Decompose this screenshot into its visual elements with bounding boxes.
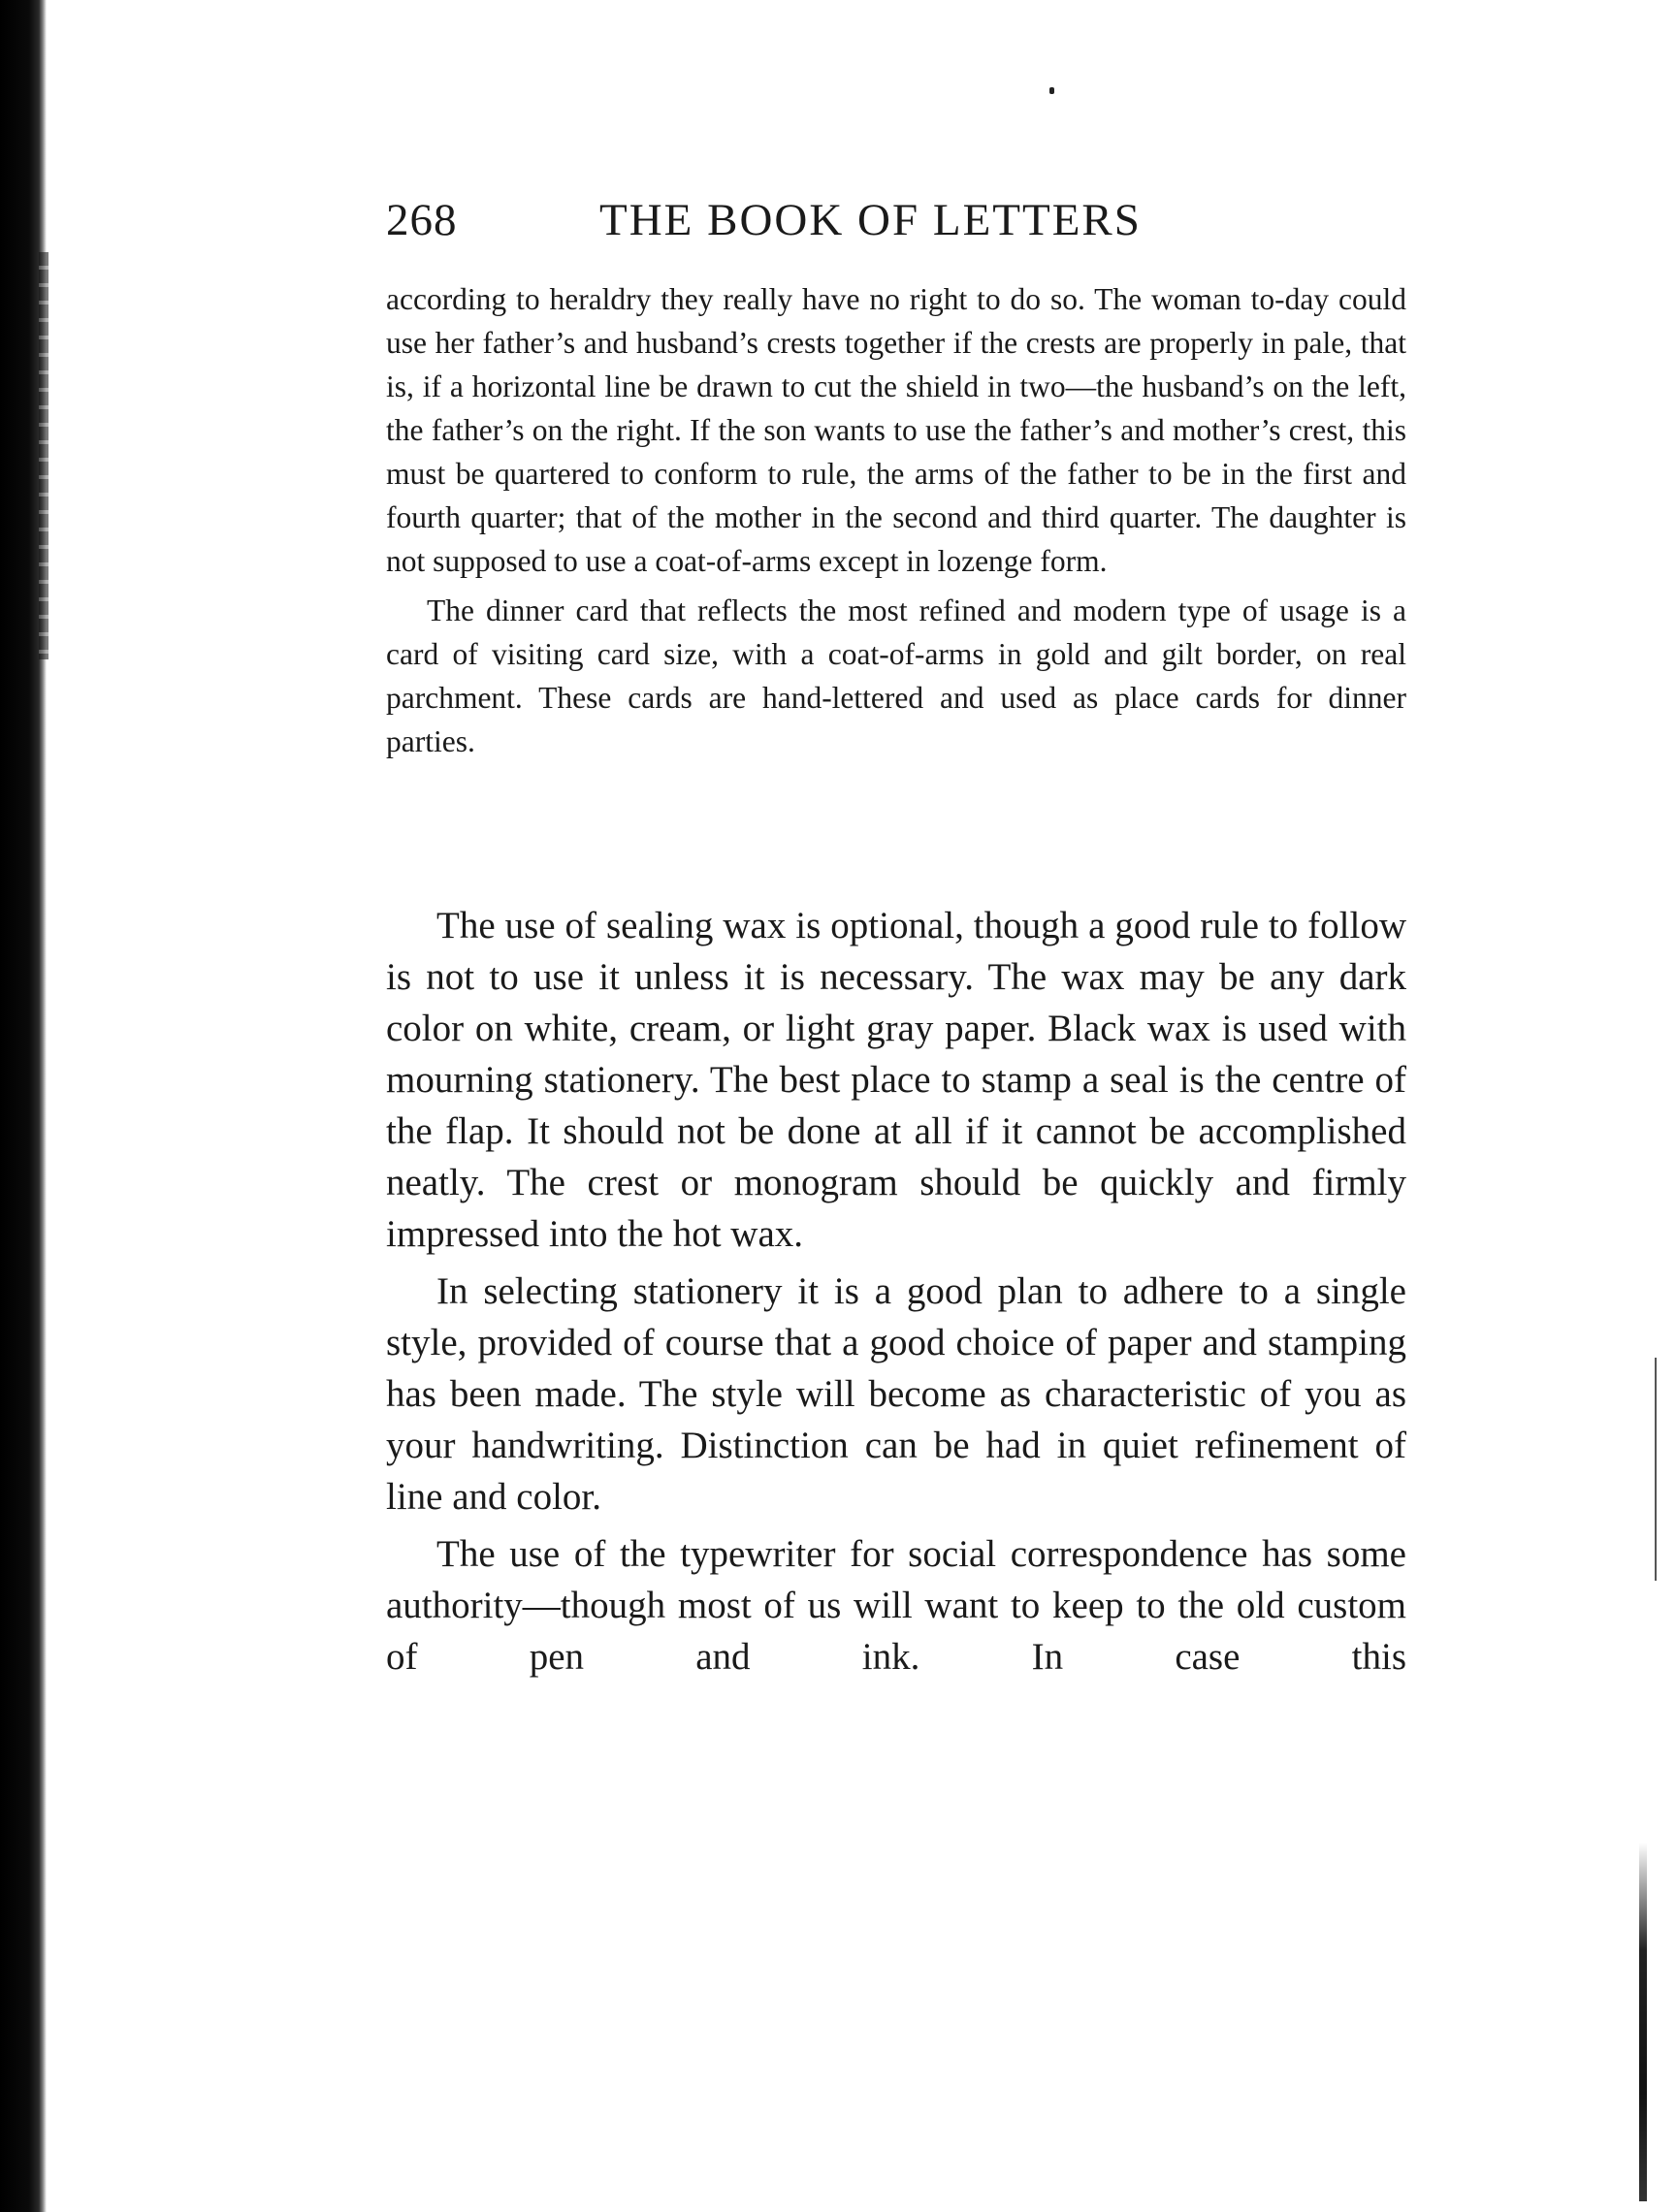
paragraph: The dinner card that reflects the most refined and modern type of usage is a card of visiting card size, with a coat-of-arms in gold and gilt border, on real parchment. These cards are hand-lettered and used as place cards for dinner parties.: [386, 593, 1406, 758]
scan-edge-line: [1655, 1358, 1657, 1581]
scan-binding-shadow: [0, 0, 47, 2212]
scan-speck: [1049, 87, 1054, 94]
paragraph: The use of the typewriter for social correspondence has some authority—though most of us will want to keep to the old custom of pen and ink. In case this: [386, 1533, 1406, 1678]
paragraph: In selecting stationery it is a good plan to adhere to a single style, provided of course that a good choice of paper and stamping has been made. The style will become as characteristic of you as your handwriting. Distinction can be had in quiet refinement of line and color.: [386, 1270, 1406, 1518]
book-title: THE BOOK OF LETTERS: [599, 195, 1142, 245]
running-head: [386, 194, 1414, 256]
scan-edge-artifact: [1639, 1843, 1647, 2201]
paragraph: according to heraldry they really have no right to do so. The woman to-day could use her father’s and husband’s crests together if the crests are properly in pale, that is, if a horizontal line be drawn to cut the shield in two—the husband’s on the left, the father’s on the right. If the son wants to use the father’s and mother’s crest, this must be quartered to conform to rule, the arms of the father to be in the first and fourth quarter; that of the mother in the second and third quarter. The daughter is not supposed to use a coat-of-arms except in lozenge form.: [386, 282, 1406, 578]
small-print-section: [386, 277, 1406, 763]
paragraph: The use of sealing wax is optional, though a good rule to follow is not to use it unless it is necessary. The wax may be any dark color on white, cream, or light gray paper. Black wax is used with mourning stationery. The best place to stamp a seal is the centre of the flap. It should not be done at all if it cannot be accomplished neatly. The crest or monogram should be quickly and firmly impressed into the hot wax.: [386, 905, 1406, 1255]
body-text-section: [386, 900, 1406, 1688]
page-number: 268: [386, 195, 458, 245]
